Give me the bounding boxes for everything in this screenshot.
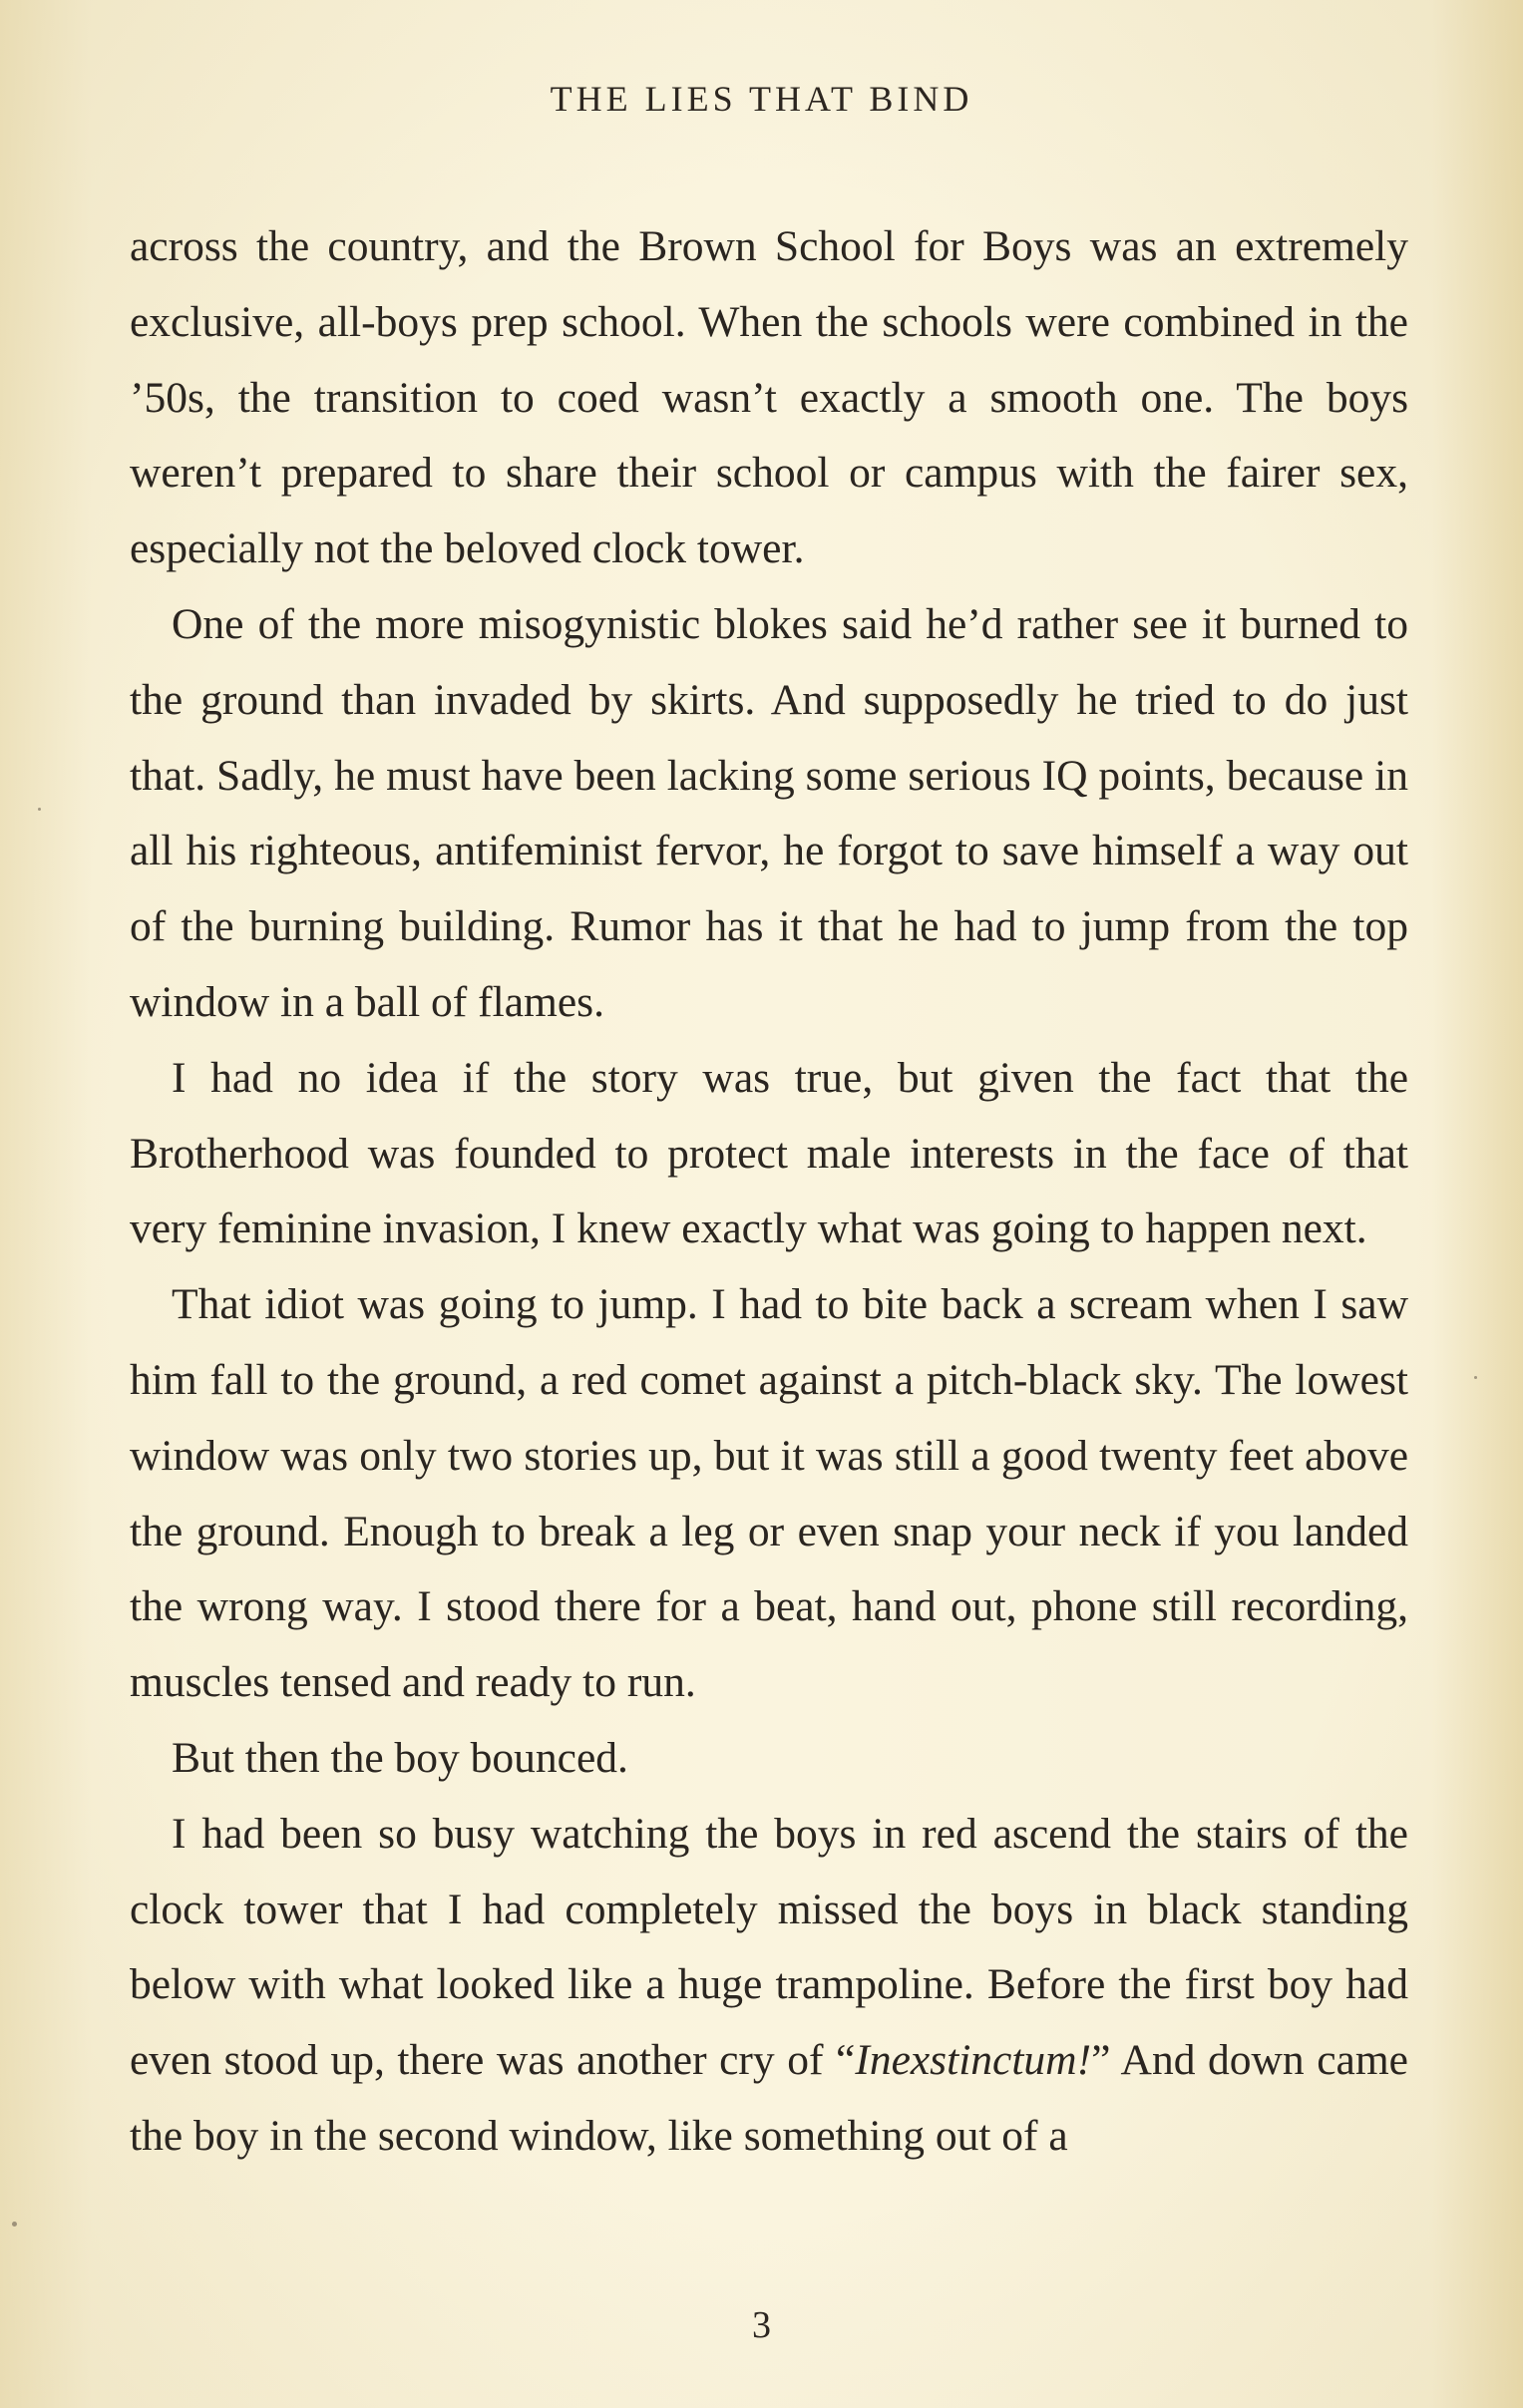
paragraph-3: I had no idea if the story was true, but given the fact that the Brotherhood was founded to protect male interests in the face of that very feminine invasion, I knew exactly what was going to happen next.: [130, 1053, 1408, 1253]
paper-speck: [12, 2222, 17, 2227]
page-number: 3: [752, 2304, 771, 2346]
running-head: THE LIES THAT BIND: [550, 79, 973, 119]
paragraph-4: That idiot was going to jump. I had to bite back a scream when I saw him fall to the ground, a red comet against a pitch-black sky. The lowest window was only two stories up, but it was still a good twenty feet above the ground. Enough to break a leg or even snap your neck if you landed the wrong way. I stood there for a beat, hand out, phone still recording, muscles tensed and ready to run.: [130, 1280, 1408, 1707]
paragraph-6: [130, 1797, 1408, 2175]
paper-speck: [38, 808, 41, 811]
body-text: [130, 209, 1408, 2175]
paper-speck: [1474, 1376, 1477, 1379]
paragraph-6-text-after: ” And down came the boy in the second window, like something out of a: [130, 2036, 1408, 2160]
paragraph-5: But then the boy bounced.: [172, 1733, 628, 1782]
paragraph-1: across the country, and the Brown School for Boys was an extremely exclusive, all-boys prep school. When the schools were combined in the ’50s, the transition to coed wasn’t exactly a smooth one. The boys weren’t prepared to share their school or campus with the fairer sex, especially not the beloved clock tower.: [130, 222, 1408, 573]
paragraph-2: One of the more misogynistic blokes said he’d rather see it burned to the ground than invaded by skirts. And supposedly he tried to do just that. Sadly, he must have been lacking some serious IQ points, because in all his righteous, antifeminist fervor, he forgot to save himself a way out of the burning building. Rumor has it that he had to jump from the top window in a ball of flames.: [130, 599, 1408, 1026]
paragraph-6-italic-text: Inexstinctum!: [855, 2036, 1092, 2085]
paragraph-6-text-before: I had been so busy watching the boys in red ascend the stairs of the clock tower that I had completely missed the boys in black standing below with what looked like a huge trampoline. Before the first boy had even stood up, there was another cry of “: [130, 1809, 1408, 2085]
